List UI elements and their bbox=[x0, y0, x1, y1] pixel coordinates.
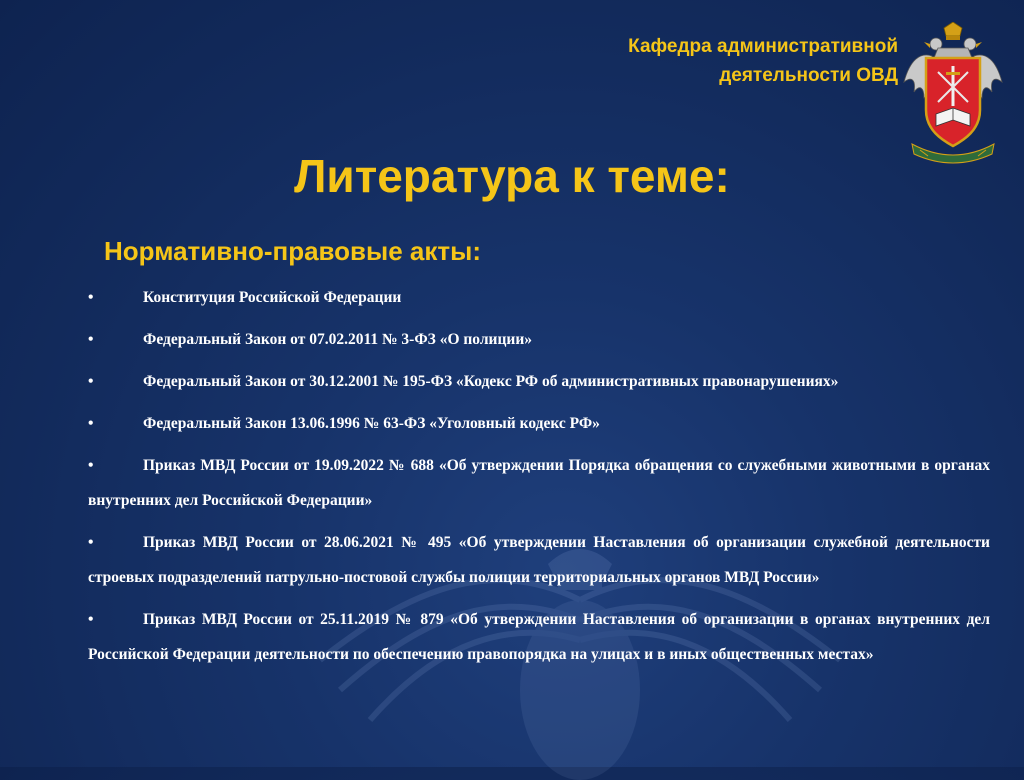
department-line-2: деятельности ОВД bbox=[719, 65, 898, 86]
list-item-text: Федеральный Закон 13.06.1996 № 63-ФЗ «Уголовный кодекс РФ» bbox=[143, 415, 600, 432]
list-item bbox=[88, 602, 990, 672]
list-item bbox=[88, 406, 990, 441]
list-item-text: Приказ МВД России от 19.09.2022 № 688 «Об утверждении Порядка обращения со служебными животными в органах внутренних дел Российской Федерации» bbox=[88, 457, 990, 509]
literature-list bbox=[88, 280, 990, 679]
list-item-text: Федеральный Закон от 07.02.2011 № 3-ФЗ «О полиции» bbox=[143, 331, 533, 348]
bullet-icon: • bbox=[88, 373, 94, 390]
department-name bbox=[538, 32, 898, 90]
list-item-text: Конституция Российской Федерации bbox=[143, 289, 402, 306]
list-item-text: Приказ МВД России от 28.06.2021 № 495 «Об утверждении Наставления об организации служебной деятельности строевых подразделений патрульно-постовой службы полиции территориальных органов МВД России» bbox=[88, 534, 990, 586]
bullet-icon: • bbox=[88, 415, 94, 432]
bullet-icon: • bbox=[88, 457, 94, 474]
section-subtitle: Нормативно-правовые акты: bbox=[104, 236, 481, 266]
list-item bbox=[88, 364, 990, 399]
department-line-1: Кафедра административной bbox=[628, 36, 898, 57]
bullet-icon: • bbox=[88, 611, 94, 628]
list-item-text: Приказ МВД России от 25.11.2019 № 879 «Об утверждении Наставления об организации в органах внутренних дел Российской Федерации деятельности по обеспечению правопорядка на улицах и в иных общественных местах» bbox=[88, 611, 990, 663]
bullet-icon: • bbox=[88, 331, 94, 348]
bullet-icon: • bbox=[88, 534, 94, 551]
page-title: Литература к теме: bbox=[294, 150, 730, 202]
mvd-emblem-icon bbox=[902, 22, 1004, 166]
list-item bbox=[88, 525, 990, 595]
list-item-text: Федеральный Закон от 30.12.2001 № 195-ФЗ «Кодекс РФ об административных правонарушениях» bbox=[143, 373, 839, 390]
list-item bbox=[88, 280, 990, 315]
list-item bbox=[88, 322, 990, 357]
bullet-icon: • bbox=[88, 289, 94, 306]
list-item bbox=[88, 448, 990, 518]
